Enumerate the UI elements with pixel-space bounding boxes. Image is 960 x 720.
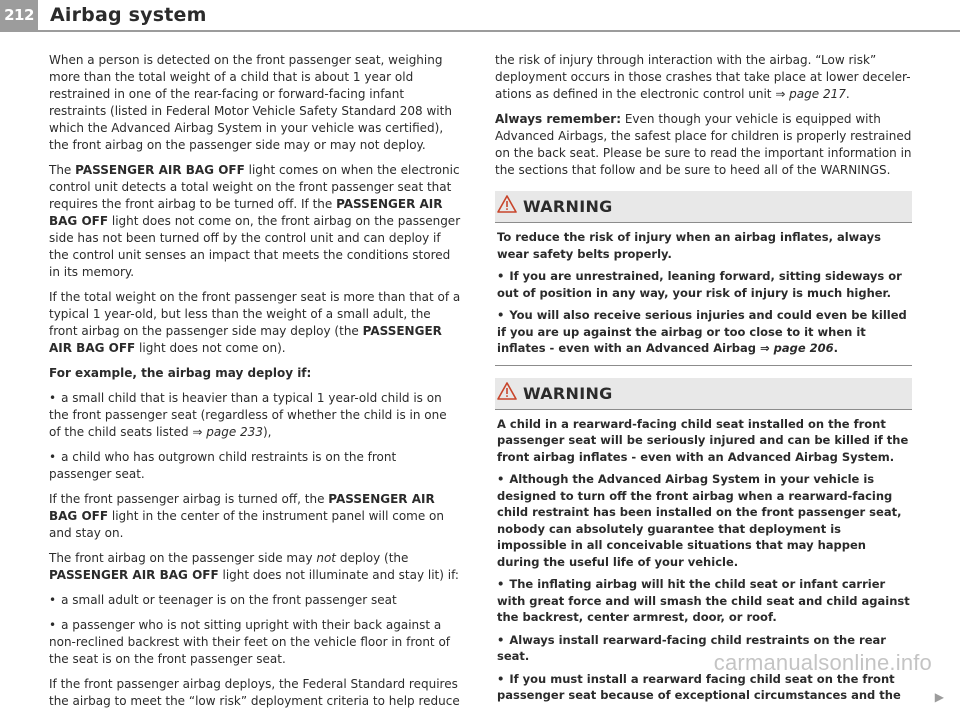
list-item: • a child who has outgrown child restraints is on the front passenger seat.: [49, 450, 397, 481]
bullet-icon: •: [49, 391, 57, 405]
paragraph: If the total weight on the front passenger seat is more than that of a typical 1 year-old, but less than the weight of a small adult, the front airbag on the passenger side may deploy (the PASSENGER AIR BAG OFF light does not come on).: [49, 290, 461, 355]
left-column: [49, 52, 461, 718]
page-reference-link[interactable]: ⇒ page 206: [760, 341, 834, 355]
warning-lead: A child in a rearward-facing child seat installed on the front passenger seat will be seriously injured and can be killed if the front airbag inflates - even with an Advanced Airbag System.: [497, 416, 909, 464]
list-item: • Although the Advanced Airbag System in your vehicle is designed to turn off the front airbag when a rearward-facing child restraint has been installed on the front passenger seat, nobody can absolutely guarantee that deployment is impossible in all conceivable situations that may happen during the useful life of your vehicle.: [497, 472, 902, 569]
list-item: • a passenger who is not sitting upright with their back against a non-reclined backrest with their feet on the vehicle floor in front of the seat is on the front passenger seat.: [49, 618, 451, 666]
list-item: • Always install rearward-facing child restraints on the rear seat.: [497, 632, 886, 663]
right-column: [495, 52, 944, 720]
header-divider: [0, 30, 960, 32]
list-item: • You will also receive serious injuries and could even be killed if you are up against the airbag or too close to it when it inflates - even with an Advanced Airbag ⇒ page 206.: [497, 308, 907, 355]
bullet-icon: •: [497, 577, 505, 591]
list-item: • If you must install a rearward facing child seat on the front passenger seat because of exceptional circumstances and the: [497, 671, 901, 702]
warning-header: [495, 378, 912, 410]
paragraph: The front airbag on the passenger side may not deploy (the PASSENGER AIR BAG OFF light does not illuminate and stay lit) if:: [49, 551, 459, 582]
watermark: carmanualsonline.info: [713, 650, 932, 675]
page-reference-link[interactable]: ⇒ page 233: [192, 425, 263, 439]
warning-box: [495, 191, 912, 366]
continue-arrow-icon: ▶: [934, 689, 944, 704]
bullet-icon: •: [497, 269, 505, 283]
subheading: For example, the airbag may deploy if:: [49, 366, 312, 380]
paragraph: Always remember: Even though your vehicle is equipped with Advanced Airbags, the safest place for children is properly restrained on the back seat. Please be sure to read the important information in the sections that follow and be sure to heed all of the WARNINGS.: [495, 112, 912, 177]
paragraph: the risk of injury through interaction with the airbag. “Low risk” deployment occurs in those crashes that take place at lower deceler-ations as defined in the electronic control unit ⇒ page 217.: [495, 53, 911, 101]
warning-header: [495, 191, 912, 223]
bullet-icon: •: [49, 618, 57, 632]
page-reference-link[interactable]: ⇒ page 217: [775, 87, 846, 101]
paragraph: If the front passenger airbag deploys, the Federal Standard requires the airbag to meet the “low risk” deployment criteria to help reduce: [49, 677, 460, 708]
bullet-icon: •: [497, 671, 505, 686]
bullet-icon: •: [497, 472, 505, 486]
list-item: • The inflating airbag will hit the child seat or infant carrier with great force and will smash the child seat and child against the backrest, center armrest, door, or roof.: [497, 577, 910, 624]
warning-title: WARNING: [523, 383, 613, 403]
bullet-icon: •: [49, 450, 57, 464]
page-title: Airbag system: [50, 4, 207, 26]
bullet-icon: •: [49, 593, 57, 607]
list-item: • a small child that is heavier than a typical 1 year-old child is on the front passenger seat (regardless of whether the child is in one of the child seats listed ⇒ page 233),: [49, 391, 447, 439]
list-item: • a small adult or teenager is on the front passenger seat: [49, 593, 397, 607]
warning-lead: To reduce the risk of injury when an airbag inflates, always wear safety belts properly.: [497, 230, 882, 261]
warning-triangle-icon: [497, 195, 517, 218]
bullet-icon: •: [497, 632, 505, 647]
warning-body: [495, 223, 912, 365]
list-item: • If you are unrestrained, leaning forward, sitting sideways or out of position in any way, your risk of injury is much higher.: [497, 269, 902, 300]
warning-title: WARNING: [523, 197, 613, 216]
paragraph: If the front passenger airbag is turned off, the PASSENGER AIR BAG OFF light in the center of the instrument panel will come on and stay on.: [49, 492, 445, 540]
paragraph: When a person is detected on the front passenger seat, weighing more than the total weight of a child that is about 1 year old restrained in one of the rear-facing or forward-facing infant restraints (listed in Federal Motor Vehicle Safety Standard 208 with which the Advanced Airbag System in your vehicle was certified), the front airbag on the passenger side may or may not deploy.: [49, 53, 452, 152]
paragraph: The PASSENGER AIR BAG OFF light comes on when the electronic control unit detects a total weight on the front passenger seat that requires the front airbag to be turned off. If the PASSENGER AIR BAG OFF light does not come on, the front airbag on the passenger side has not been turned off by the control unit and can deploy if the control unit senses an impact that meets the conditions stored in its memory.: [49, 163, 461, 279]
warning-triangle-icon: [497, 382, 517, 405]
page-number: 212: [0, 0, 38, 30]
bullet-icon: •: [497, 308, 505, 322]
